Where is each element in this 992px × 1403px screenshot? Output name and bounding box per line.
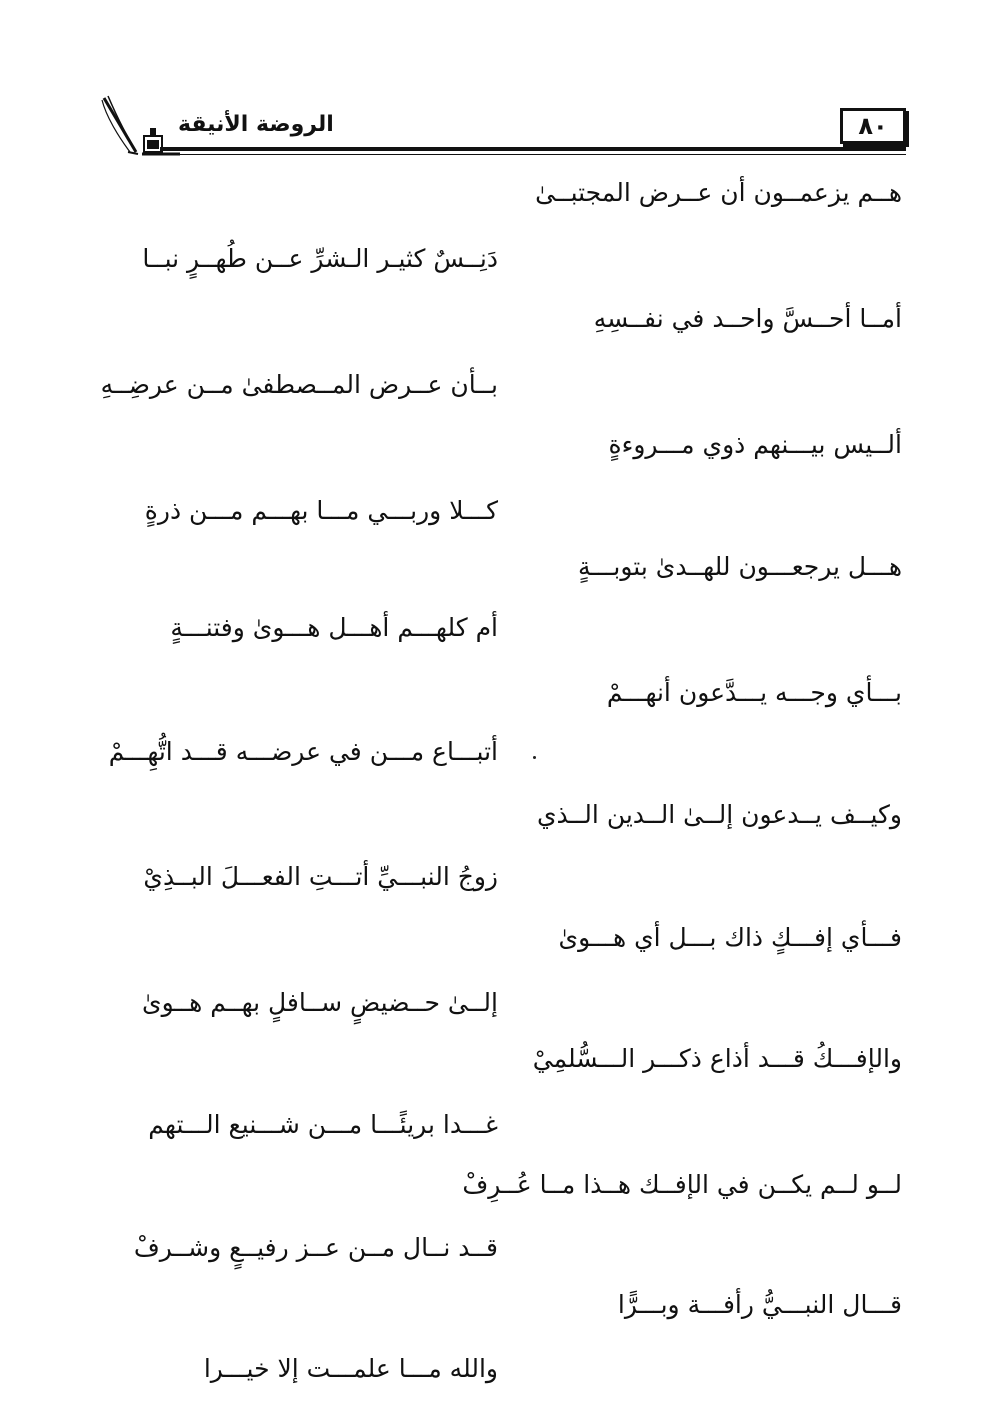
verse-hemistich: أمــا أحــسَّ واحــد في نفــسِهِ — [593, 304, 902, 333]
verse-hemistich: لــو لــم يكــن في الإفــك هــذا مــا عُــرِفْ — [462, 1170, 902, 1199]
verse-hemistich: دَنِــسٌ كثيـر الـشرِّ عــن طُهــرٍ نبــا — [142, 244, 498, 273]
stray-mark — [533, 756, 536, 759]
verse-hemistich: قــد نــال مــن عــز رفيــعٍ وشــرفْ — [133, 1233, 498, 1262]
page-number: ٨٠ — [840, 108, 906, 144]
verse-hemistich: هـــل يرجعـــون للهــدىٰ بتوبـــةٍ — [578, 552, 902, 581]
verse-hemistich: وكيــف يــدعون إلــىٰ الــدين الــذي — [536, 800, 902, 829]
verse-hemistich: كـــلا وربـــي مـــا بهـــم مـــن ذرةٍ — [144, 496, 498, 525]
book-title: الروضة الأنيقة — [178, 112, 334, 137]
verse-hemistich: إلــىٰ حــضيضٍ ســافلٍ بهــم هــوىٰ — [142, 988, 498, 1017]
verse-hemistich: والله مـــا علمـــت إلا خيـــرا — [203, 1354, 498, 1383]
verse-hemistich: بــأن عــرض المــصطفىٰ مــن عرضِــهِ — [100, 370, 498, 399]
verse-hemistich: قـــال النبـــيُّ رأفـــة وبـــرًّا — [617, 1290, 902, 1319]
verse-hemistich: زوجُ النبـــيِّ أتـــتِ الفعـــلَ البــذِيْ — [143, 862, 498, 891]
verse-hemistich: والإفـــكُ قـــد أذاع ذكـــر الـــسُّلمِيْ — [532, 1044, 902, 1073]
verse-hemistich: غـــدا بريئًـــا مـــن شـــنيع الـــتهم — [148, 1110, 498, 1139]
verse-hemistich: هــم يزعمــون أن عــرض المجتبــىٰ — [535, 178, 902, 207]
verse-hemistich: بـــأي وجـــه يـــدَّعون أنهـــمْ — [606, 678, 902, 707]
verse-hemistich: أم كلهـــم أهـــل هـــوىٰ وفتنـــةٍ — [170, 613, 498, 642]
verse-hemistich: أتبـــاع مـــن في عرضـــه قـــد اتُّهِـــمْ — [108, 737, 498, 766]
verse-hemistich: ألــيس بيـــنهم ذوي مـــروءةٍ — [608, 430, 902, 459]
verse-hemistich: فـــأي إفـــكٍ ذاك بـــل أي هـــوىٰ — [558, 923, 902, 952]
